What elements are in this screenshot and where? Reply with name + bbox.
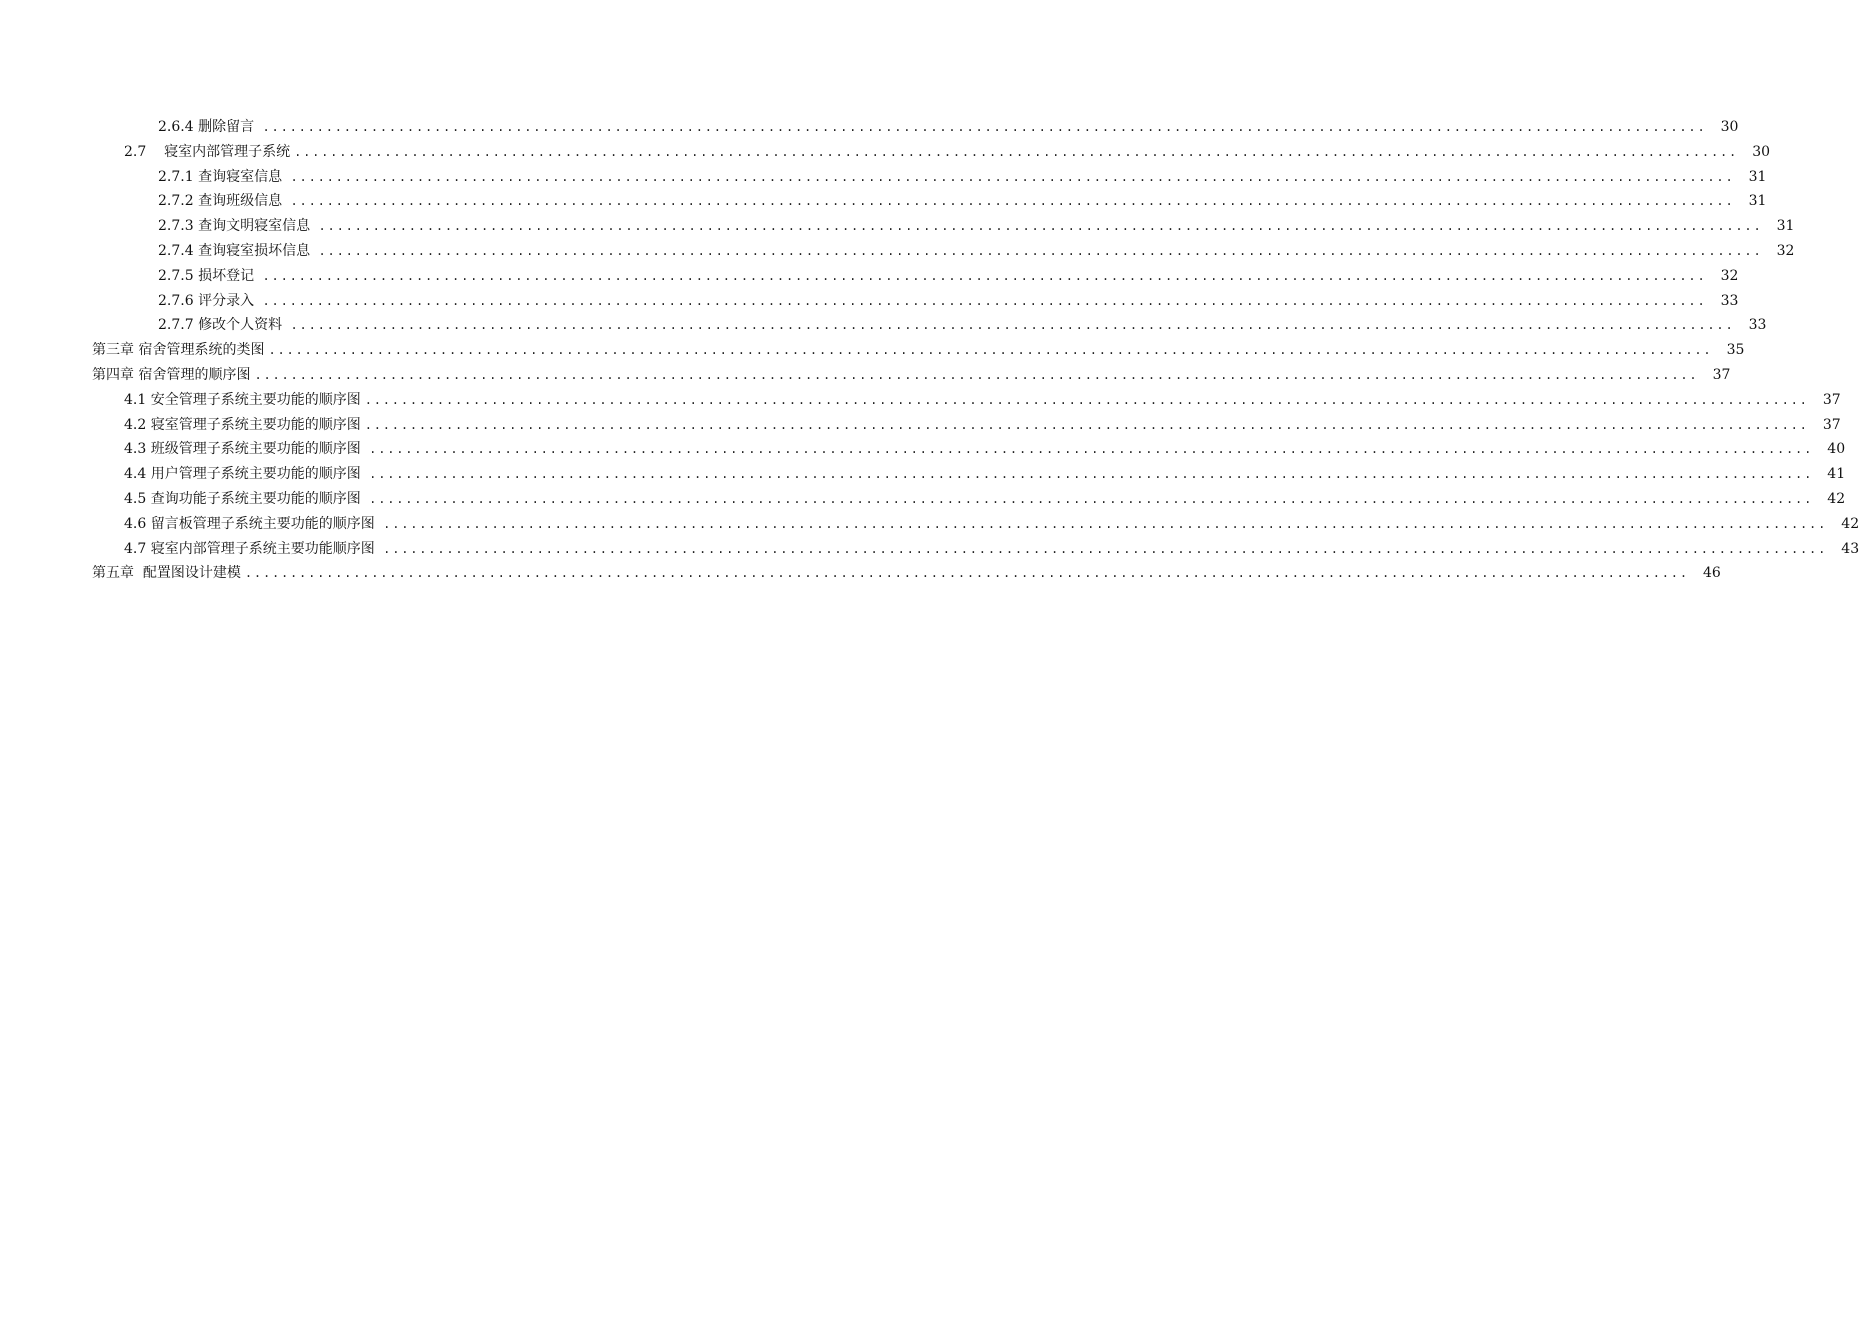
dot-leader: ................................................................................................................................................................ <box>383 516 1828 531</box>
toc-entry-2-6-4[interactable] <box>0 115 1739 140</box>
toc-entry-2-7-4[interactable] <box>0 239 1795 264</box>
toc-entry-4-5[interactable] <box>0 487 1846 512</box>
toc-entry-page: 30 <box>1720 119 1739 135</box>
dot-leader: ................................................................................................................................................................ <box>290 169 1735 184</box>
toc-entry-page: 31 <box>1748 168 1767 185</box>
toc-entry-page: 33 <box>1748 317 1767 334</box>
dot-leader: ................................................................................................................................................................ <box>369 491 1814 506</box>
dot-leader: ................................................................................................................................................................ <box>244 566 1689 581</box>
toc-entry-title: 4.5 查询功能子系统主要功能的顺序图 <box>124 490 366 507</box>
toc-entry-title: 2.7.3 查询文明寝室信息 <box>158 218 315 235</box>
toc-entry-4-1[interactable] <box>0 388 1841 413</box>
toc-entry-page: 35 <box>1726 342 1745 359</box>
dot-leader: ................................................................................................................................................................ <box>290 318 1735 333</box>
toc-entry-title: 2.7.7 修改个人资料 <box>158 317 287 334</box>
toc-entry-2-7-2[interactable] <box>0 189 1767 214</box>
dot-leader: ................................................................................................................................................................ <box>383 541 1828 556</box>
toc-entry-page: 33 <box>1720 292 1739 309</box>
dot-leader: ................................................................................................................................................................ <box>369 467 1814 482</box>
toc-entry-page: 31 <box>1776 218 1795 235</box>
toc-entry-4-6[interactable] <box>0 512 1859 537</box>
toc-entry-title: 2.7.6 评分录入 <box>158 292 259 309</box>
dot-leader: ................................................................................................................................................................ <box>262 120 1707 134</box>
toc-entry-title: 4.4 用户管理子系统主要功能的顺序图 <box>124 466 366 483</box>
toc-entry-page: 37 <box>1822 391 1841 408</box>
toc-entry-title: 4.7 寝室内部管理子系统主要功能顺序图 <box>124 540 380 557</box>
toc-entry-2-7[interactable] <box>0 140 1771 165</box>
dot-leader: ................................................................................................................................................................ <box>364 417 1809 432</box>
toc-entry-title: 2.7.4 查询寝室损坏信息 <box>158 242 315 259</box>
toc-entry-2-7-7[interactable] <box>0 313 1767 338</box>
toc-entry-title: 4.6 留言板管理子系统主要功能的顺序图 <box>124 515 380 532</box>
dot-leader: ................................................................................................................................................................ <box>369 442 1814 457</box>
dot-leader: ................................................................................................................................................................ <box>254 367 1699 382</box>
toc-entry-title: 4.2 寝室管理子系统主要功能的顺序图 <box>124 416 361 433</box>
toc-entry-title: 2.7.2 查询班级信息 <box>158 193 287 210</box>
toc-entry-2-7-5[interactable] <box>0 264 1739 289</box>
toc-entry-page: 32 <box>1720 267 1739 284</box>
toc-entry-title: 4.3 班级管理子系统主要功能的顺序图 <box>124 441 366 458</box>
toc-entry-2-7-1[interactable] <box>0 165 1767 190</box>
toc-entry-title: 2.7 寝室内部管理子系统 <box>124 143 291 160</box>
toc-entry-page: 41 <box>1827 466 1846 483</box>
dot-leader: ................................................................................................................................................................ <box>268 343 1713 358</box>
toc-entry-page: 40 <box>1827 441 1846 458</box>
toc-entry-page: 43 <box>1841 540 1859 557</box>
toc-entry-page: 42 <box>1841 515 1859 532</box>
toc-entry-title: 2.7.1 查询寝室信息 <box>158 168 287 185</box>
dot-leader: ................................................................................................................................................................ <box>318 219 1763 234</box>
toc-entry-chapter-5[interactable] <box>0 561 1721 586</box>
toc-entry-title: 2.7.5 损坏登记 <box>158 267 259 284</box>
toc-entry-title: 2.6.4 删除留言 <box>158 119 259 135</box>
toc-entry-4-3[interactable] <box>0 437 1846 462</box>
dot-leader: ................................................................................................................................................................ <box>290 194 1735 209</box>
toc-entry-chapter-4[interactable] <box>0 363 1731 388</box>
toc-entry-page: 42 <box>1827 490 1846 507</box>
dot-leader: ................................................................................................................................................................ <box>294 144 1739 159</box>
toc-entry-page: 37 <box>1822 416 1841 433</box>
toc-entry-title: 第三章 宿舍管理系统的类图 <box>92 342 265 359</box>
toc-entry-title: 4.1 安全管理子系统主要功能的顺序图 <box>124 391 361 408</box>
dot-leader: ................................................................................................................................................................ <box>318 243 1763 258</box>
table-of-contents <box>0 115 1859 586</box>
toc-entry-chapter-3[interactable] <box>0 338 1745 363</box>
toc-entry-4-2[interactable] <box>0 413 1841 438</box>
toc-entry-page: 31 <box>1748 193 1767 210</box>
toc-entry-page: 37 <box>1712 366 1731 383</box>
dot-leader: ................................................................................................................................................................ <box>364 392 1809 407</box>
toc-entry-page: 30 <box>1752 143 1771 160</box>
dot-leader: ................................................................................................................................................................ <box>262 293 1707 308</box>
toc-entry-title: 第五章 配置图设计建模 <box>92 565 241 582</box>
toc-entry-page: 32 <box>1776 242 1795 259</box>
toc-entry-2-7-3[interactable] <box>0 214 1795 239</box>
toc-entry-page: 46 <box>1703 565 1721 582</box>
toc-entry-4-7[interactable] <box>0 537 1859 562</box>
dot-leader: ................................................................................................................................................................ <box>262 268 1707 283</box>
toc-entry-2-7-6[interactable] <box>0 289 1739 314</box>
toc-entry-4-4[interactable] <box>0 462 1846 487</box>
toc-entry-title: 第四章 宿舍管理的顺序图 <box>92 366 251 383</box>
